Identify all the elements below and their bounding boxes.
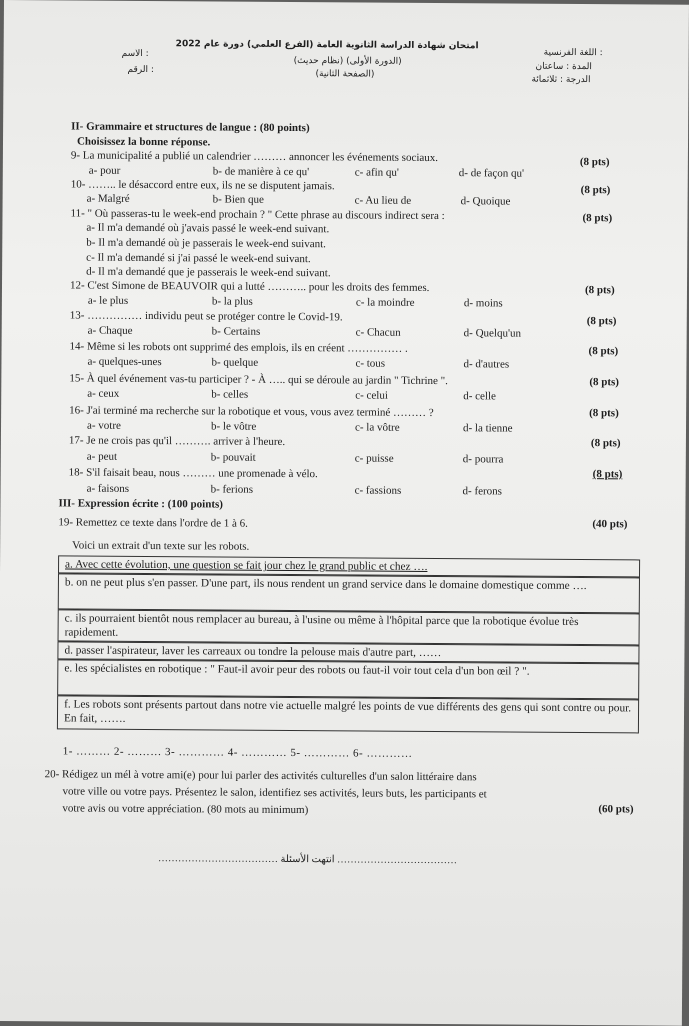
q10-option-c: c- Au lieu de <box>354 194 412 207</box>
section-3-title: III- Expression écrite : (100 points) <box>58 497 224 511</box>
question-16-points: (8 pts) <box>589 407 619 420</box>
q13-option-c: c- Chacun <box>355 326 401 339</box>
text-box-f <box>57 695 639 733</box>
question-15: 15- À quel événement vas-tu participer ? - À ….. qui se déroule au jardin " Tichrine ". <box>69 372 449 388</box>
question-9-points: (8 pts) <box>579 156 610 169</box>
header-number-label: الرقم : <box>127 64 154 76</box>
q16-option-b: b- le vôtre <box>210 420 257 433</box>
question-17-points: (8 pts) <box>590 437 621 450</box>
question-17: 17- Je ne crois pas qu'il ………. arriver à l'heure. <box>68 434 286 448</box>
text-box-f-content: f. Les robots sont présents partout dans notre vie actuelle malgré les points de vue différents des gens qui sont contre ou pour. En fait, ……. <box>63 698 632 725</box>
text-intro: Voici un extrait d'un texte sur les robots. <box>72 539 250 553</box>
question-12-points: (8 pts) <box>584 284 615 297</box>
q15-option-b: b- celles <box>211 388 249 401</box>
question-18-points: (8 pts) <box>592 468 623 481</box>
question-10-points: (8 pts) <box>580 184 611 197</box>
text-box-c <box>58 609 640 645</box>
q10-option-a: a- Malgré <box>86 192 130 205</box>
q13-option-d: d- Quelqu'un <box>463 327 522 340</box>
question-18: 18- S'il faisait beau, nous ……… une promenade à vélo. <box>68 466 318 481</box>
q11-option-d: d- Il m'a demandé que je passerais le week-end suivant. <box>86 265 331 280</box>
q14-option-d: d- d'autres <box>463 358 510 371</box>
question-19-points: (40 pts) <box>592 518 628 531</box>
q9-option-b: b- de manière à ce qu' <box>212 165 310 179</box>
q9-option-c: c- afin qu' <box>354 166 399 179</box>
header-name-label: الاسم : <box>121 48 149 60</box>
q11-option-a: a- Il m'a demandé où j'avais passé le week-end suivant. <box>86 221 330 236</box>
text-box-a-content: a. Avec cette évolution, une question se fait jour chez le grand public et chez …. <box>65 558 428 573</box>
question-20-line-3: votre avis ou votre appréciation. (80 mots au minimum) <box>62 802 309 817</box>
header-subtitle: (نظام حديث) (الدورة الأولى) <box>293 56 402 67</box>
question-20-points: (60 pts) <box>598 803 634 816</box>
q14-option-c: c- tous <box>355 357 386 370</box>
question-14: 14- Même si les robots ont supprimé des emplois, ils en créent …………… . <box>69 340 408 355</box>
q16-option-a: a- votre <box>86 419 121 432</box>
question-11-points: (8 pts) <box>582 212 613 225</box>
q13-option-a: a- Chaque <box>87 324 133 337</box>
end-of-questions: ……………………………… انتهت الأسئلة ……………………………… <box>157 853 458 867</box>
question-20-line-1: 20- Rédigez un mél à votre ami(e) pour lui parler des activités culturelles d'un salon littéraire dans <box>44 768 477 784</box>
section-2-title: II- Grammaire et structures de langue : (80 points) <box>71 120 310 135</box>
q11-option-b: b- Il m'a demandé où je passerais le week-end suivant. <box>86 236 326 251</box>
q11-option-c: c- Il m'a demandé si j'ai passé le week-end suivant. <box>86 251 311 266</box>
question-11: 11- " Où passeras-tu le week-end prochain ? " Cette phrase au discours indirect sera : <box>70 207 445 223</box>
header-title: امتحان شهادة الدراسة الثانوية العامة (الفرع العلمي) دورة عام 2022 <box>175 39 479 52</box>
q13-option-b: b- Certains <box>211 325 261 338</box>
q17-option-b: b- pouvait <box>210 451 256 464</box>
header-page-label: (الصفحة الثانية) <box>315 69 375 80</box>
q10-option-d: d- Quoique <box>460 195 511 208</box>
q18-option-a: a- faisons <box>86 482 130 495</box>
q15-option-c: c- celui <box>355 389 388 402</box>
q16-option-d: d- la tienne <box>462 422 513 435</box>
q14-option-a: a- quelques-unes <box>87 355 162 369</box>
q16-option-c: c- la vôtre <box>354 421 400 434</box>
question-14-points: (8 pts) <box>588 345 619 358</box>
q12-option-c: c- la moindre <box>355 296 415 309</box>
header-duration: المدة : ساعتان <box>535 61 592 73</box>
question-15-points: (8 pts) <box>589 376 620 389</box>
q17-option-d: d- pourra <box>462 453 504 466</box>
text-box-b <box>58 573 640 613</box>
q12-option-b: b- la plus <box>211 295 253 308</box>
q15-option-d: d- celle <box>463 390 496 403</box>
question-20-line-2: votre ville ou votre pays. Présentez le salon, identifiez ses activités, leurs buts, les participants et <box>62 785 487 801</box>
q17-option-a: a- peut <box>86 450 118 463</box>
q10-option-b: b- Bien que <box>212 193 264 206</box>
question-16: 16- J'ai terminé ma recherche sur la robotique et vous, vous avez terminé ……… ? <box>69 404 434 420</box>
text-box-b-content: b. on ne peut plus s'en passer. D'une part, ils nous rendent un grand service dans le domaine domestique comme …. <box>64 576 587 593</box>
question-10: 10- …….. le désaccord entre eux, ils ne se disputent jamais. <box>70 178 335 193</box>
text-box-c-content: c. ils pourraient bientôt nous remplacer au bureau, à l'usine ou même à l'hôpital parce que la robotique évolue très rapidement. <box>64 612 579 639</box>
q18-option-d: d- ferons <box>462 485 503 498</box>
header-grade: الدرجة : ثلاثمائة <box>531 74 591 86</box>
header-subject: اللغة الفرنسية : <box>543 47 603 59</box>
section-2-instruction: Choisissez la bonne réponse. <box>76 135 211 149</box>
question-12: 12- C'est Simone de BEAUVOIR qui a lutté ……….. pour les droits des femmes. <box>69 279 430 294</box>
q15-option-a: a- ceux <box>87 387 120 400</box>
q9-option-a: a- pour <box>88 164 121 177</box>
q18-option-b: b- ferions <box>210 483 254 496</box>
q12-option-d: d- moins <box>463 297 503 310</box>
text-box-e-content: e. les spécialistes en robotique : " Faut-il avoir peur des robots ou faut-il voir tout cela d'un bon œil ? ". <box>64 662 530 678</box>
q9-option-d: d- de façon qu' <box>458 167 525 180</box>
q17-option-c: c- puisse <box>354 452 394 465</box>
question-13: 13- …………… individu peut se protéger contre le Covid-19. <box>69 309 343 324</box>
q14-option-b: b- quelque <box>211 356 259 369</box>
q12-option-a: a- le plus <box>87 294 129 307</box>
text-box-e <box>57 659 639 699</box>
q18-option-c: c- fassions <box>354 484 402 497</box>
question-9: 9- La municipalité a publié un calendrier ……… annoncer les événements sociaux. <box>70 149 439 165</box>
question-19: 19- Remettez ce texte dans l'ordre de 1 à 6. <box>58 516 248 530</box>
text-box-d-content: d. passer l'aspirateur, laver les carreaux ou tondre la pelouse mais d'autre part, …… <box>64 644 442 660</box>
order-answer-line: 1- ……… 2- ……… 3- ………… 4- ………… 5- ………… 6- ………… <box>62 745 413 760</box>
question-13-points: (8 pts) <box>586 315 617 328</box>
